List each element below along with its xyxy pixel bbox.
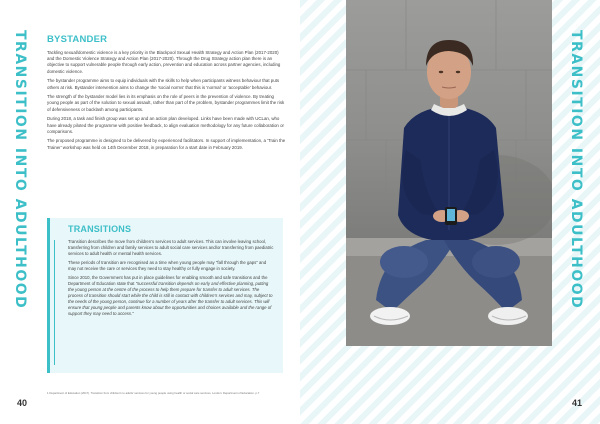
transitions-box: [47, 218, 283, 373]
bystander-paragraph: The proposed programme is designed to be delivered by experienced facilitators. In support of implementation, a 'Train the Trainer' workshop was held on 14th December 2018, in preparation for a start date in February 2019.: [47, 138, 286, 150]
teen-phone-photo: [346, 0, 552, 346]
quoted-guidance: "successful transition depends on early and effective planning, putting the young person at the centre of the process to help them prepare for transfer to adult services. The process of transition should start while the child is still in contact with children's services and may, subject to the needs of the young person, continue for a number of years after the transfer to adult services. This will ensure that young people and parents know about the opportunities and choices available and the range of support they may need to access.": [68, 281, 273, 316]
photo-illustration: [346, 0, 552, 346]
bystander-paragraph: During 2018, a task and finish group was set up and an action plan developed. Links have been made with UCLan, who have already piloted the programme with positive feedback, to align evaluation methodology for any future collaboration or comparisons.: [47, 116, 284, 134]
footnote: 1 Department of Education (2017). Transition from children's to adults' services for young people using health or social care services. London: Department of Education. p.7: [47, 391, 260, 395]
bystander-section: [47, 34, 287, 154]
transitions-heading: TRANSITIONS: [68, 224, 132, 234]
bystander-paragraph: The strength of the bystander model lies in its emphasis on the role of peers in the prevention of violence. By treating young people as part of the solution to sexual assault, rather than part of the problem, bystander programmes limit the risk of defensiveness or backlash among participants.: [47, 94, 285, 112]
bystander-heading: BYSTANDER: [47, 34, 108, 45]
transitions-paragraph: Since 2010, the Government has put in place guidelines for enabling smooth and safe transitions and the Department of Education state that "successful transition depends on early and effective planning, putting the young person at the centre of the process to help them prepare for transfer to adult services. The process of transition should start while the child is still in contact with children's services and may, subject to the needs of the young person, continue for a number of years after the transfer to adult services. This will ensure that young people and parents know about the opportunities and choices available and the range of support they may need to access.": [68, 275, 273, 316]
right-vertical-title: TRANSITION INTO ADULTHOOD: [568, 30, 584, 310]
transitions-paragraph: Transition describes the move from children's services to adult services. This can involve leaving school, transferring from children and family services to adult social care services and/or transferring from paediatric services to adult health or mental health services.: [68, 239, 274, 256]
page-number-right: 41: [572, 398, 583, 408]
bystander-paragraph: The bystander programme aims to equip individuals with the skills to help when participants witness behaviour that puts others at risk. Bystander intervention aims to change the 'social norms' that this is 'normal' or 'acceptable' behaviour.: [47, 78, 280, 90]
bystander-paragraph: Tackling sexual/domestic violence is a key priority in the Blackpool Sexual Health Strategy and Action Plan (2017-2020) and the Domestic Violence Strategy and Action Plan (2017-2020). Through the Drug Strategy action plan there is an objective to support vulnerable people through early action, prevention and education across partner agencies, including domestic violence.: [47, 50, 281, 74]
transitions-paragraph: These periods of transition are recognised as a time when young people may "fall through the gaps" and may not receive the care or services they need to stay healthy or fully engage in society.: [68, 260, 267, 271]
page-number-left: 40: [17, 398, 28, 408]
left-vertical-title: TRANSITION INTO ADULTHOOD: [12, 30, 28, 310]
right-page: [300, 0, 600, 424]
